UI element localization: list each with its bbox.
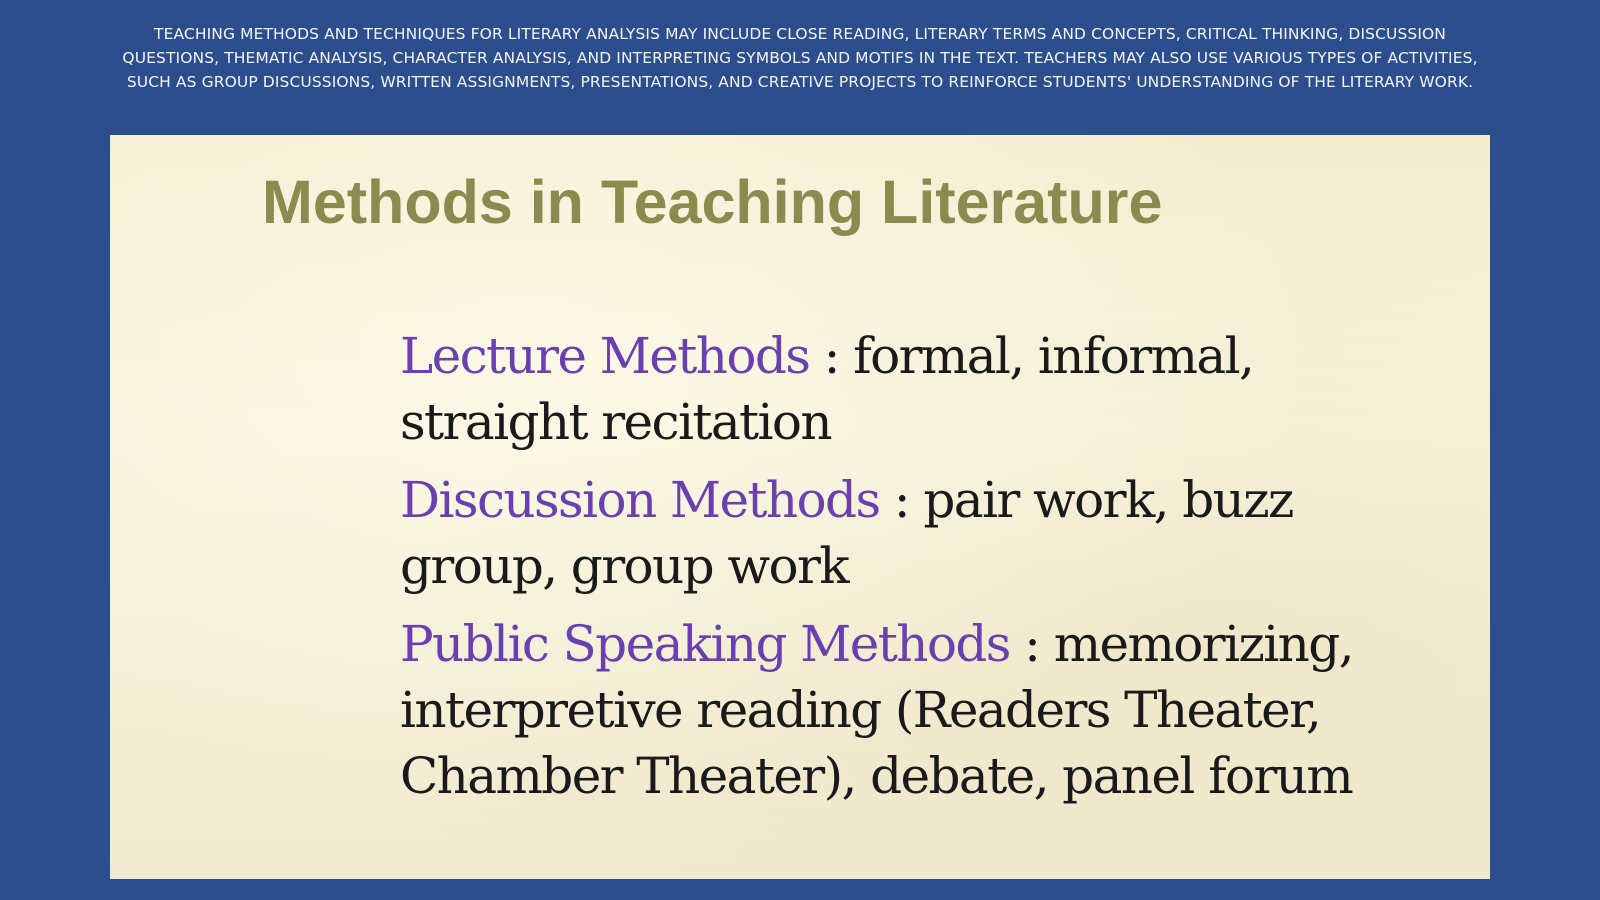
method-term: Discussion Methods (400, 471, 880, 529)
slide-title: Methods in Teaching Literature (262, 168, 1163, 236)
method-list (400, 323, 1400, 821)
method-separator: : (879, 471, 924, 529)
method-item-discussion (400, 467, 1400, 599)
method-term: Public Speaking Methods (400, 615, 1010, 673)
method-separator: : (1009, 615, 1054, 673)
method-item-public-speaking (400, 611, 1400, 809)
slide-image (110, 135, 1490, 879)
method-item-lecture (400, 323, 1400, 455)
method-term: Lecture Methods (400, 327, 810, 385)
method-separator: : (809, 327, 854, 385)
method-description: formal, informal, straight recitation (400, 327, 1254, 451)
method-description: pair work, buzz group, group work (400, 471, 1293, 595)
method-description: memorizing, interpretive reading (Readers Theater, Chamber Theater), debate, panel forum (400, 615, 1353, 805)
caption-text: TEACHING METHODS AND TECHNIQUES FOR LITERARY ANALYSIS MAY INCLUDE CLOSE READING, LITERARY TERMS AND CONCEPTS, CRITICAL THINKING, DISCUSSION QUESTIONS, THEMATIC ANALYSIS, CHARACTER ANALYSIS, AND INTERPRETING SYMBOLS AND MOTIFS IN THE TEXT. TEACHERS MAY ALSO USE VARIOUS TYPES OF ACTIVITIES, SUCH AS GROUP DISCUSSIONS, WRITTEN ASSIGNMENTS, PRESENTATIONS, AND CREATIVE PROJECTS TO REINFORCE STUDENTS' UNDERSTANDING OF THE LITERARY WORK. (122, 25, 1478, 91)
